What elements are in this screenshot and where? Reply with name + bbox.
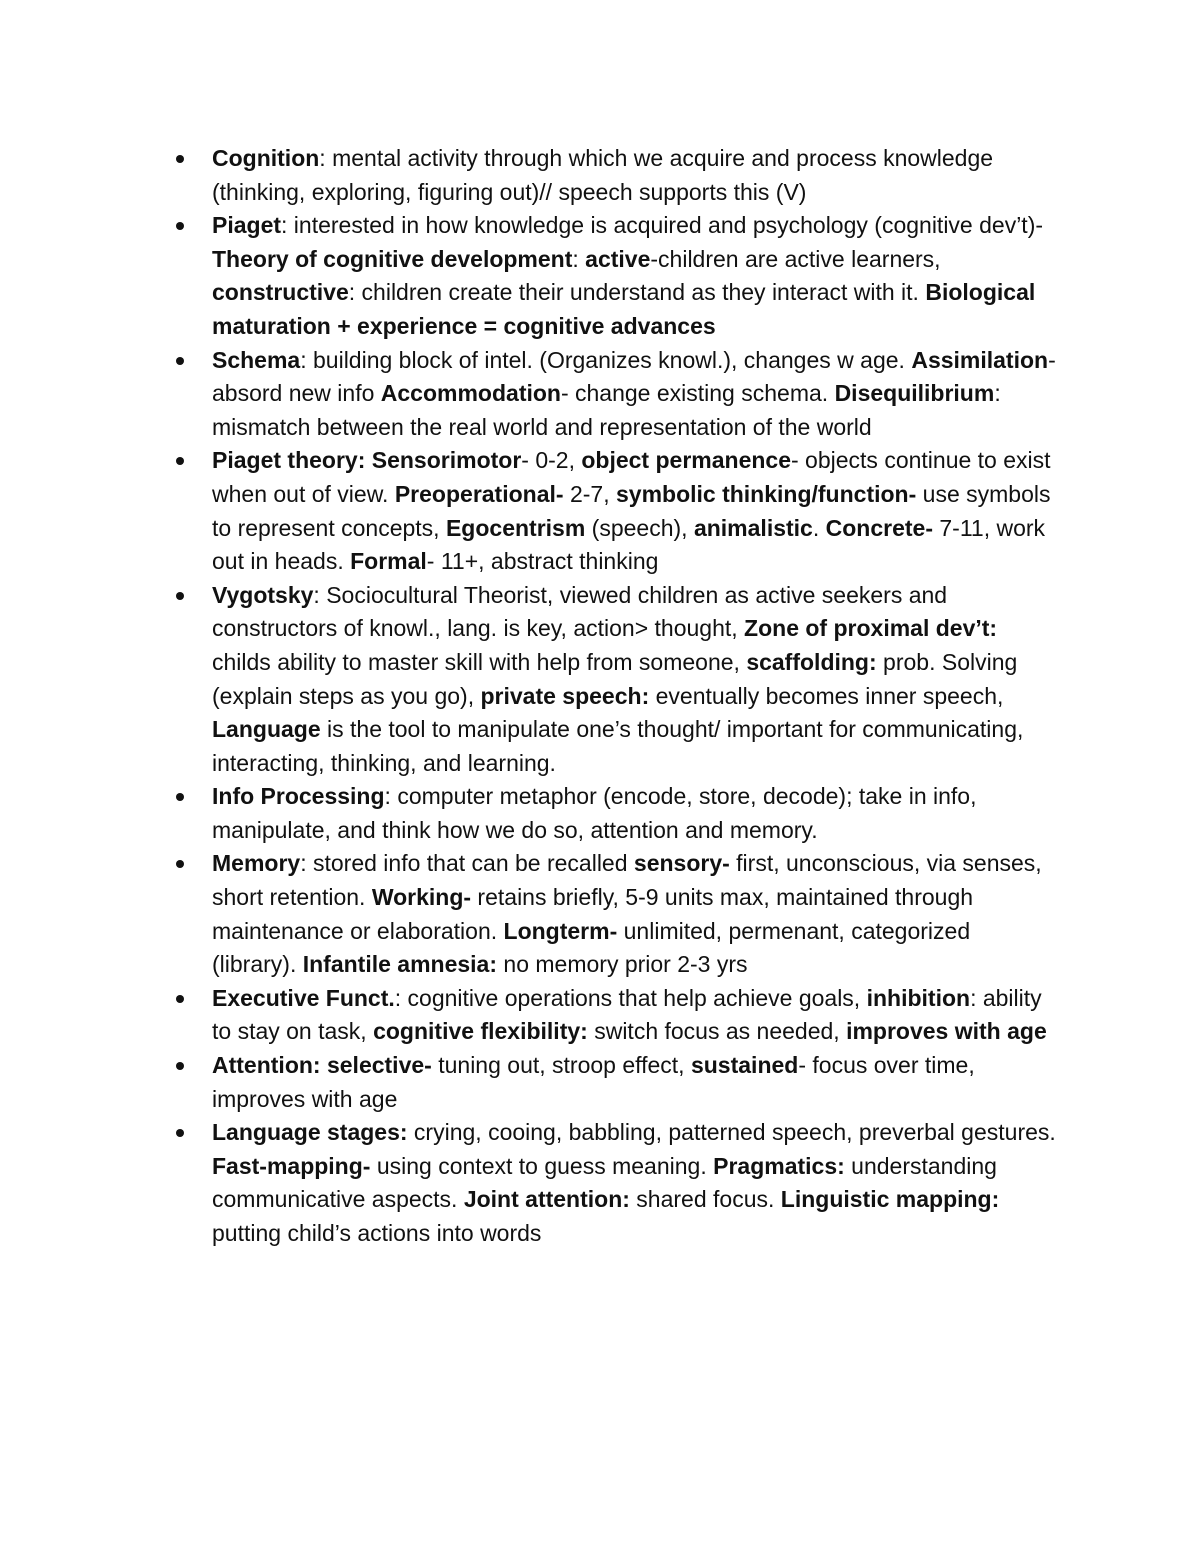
note-text	[212, 347, 1056, 440]
note-item	[170, 444, 1060, 578]
term-bold: animalistic	[693, 514, 813, 541]
note-segment: crying, cooing, babbling, patterned speech, preverbal gestures.	[407, 1119, 1056, 1146]
term-bold: Vygotsky	[212, 581, 314, 608]
term-bold: Theory of cognitive development	[212, 245, 573, 272]
note-item	[170, 1049, 1060, 1116]
term-bold: scaffolding:	[746, 648, 877, 675]
note-segment: eventually becomes inner speech,	[649, 682, 1004, 709]
term-bold: constructive	[212, 279, 349, 306]
note-segment: - 0-2,	[521, 447, 582, 474]
term-bold: symbolic thinking/function-	[615, 480, 917, 507]
term-bold: Language	[212, 716, 321, 743]
note-segment: (speech),	[585, 514, 694, 541]
note-text	[212, 582, 1023, 776]
term-bold: Language stages:	[212, 1119, 408, 1146]
note-segment: : computer metaphor (encode, store, decode); take in info, manipulate, and think how we do so, attention and memory.	[212, 783, 977, 843]
term-bold: Infantile amnesia:	[302, 951, 498, 978]
note-segment: -children are active learners,	[650, 245, 941, 272]
note-segment: using context to guess meaning.	[370, 1152, 714, 1179]
bullet-icon	[176, 457, 184, 465]
bullet-icon	[176, 995, 184, 1003]
note-item	[170, 344, 1060, 445]
note-segment: first, unconscious, via senses, short retention.	[212, 850, 1042, 911]
note-segment: tuning out, stroop effect,	[431, 1052, 691, 1079]
term-bold: Egocentrism	[445, 514, 586, 541]
term-bold: cognitive flexibility:	[373, 1018, 588, 1045]
note-text	[212, 850, 1042, 977]
note-item	[170, 982, 1060, 1049]
term-bold: Working-	[371, 884, 472, 911]
bullet-icon	[176, 793, 184, 801]
note-segment: : cognitive operations that help achieve goals,	[394, 984, 867, 1011]
bullet-icon	[176, 1129, 184, 1137]
term-bold: Longterm-	[503, 917, 618, 944]
note-segment: : building block of intel. (Organizes knowl.), changes w age.	[300, 346, 912, 373]
term-bold: Info Processing	[212, 783, 385, 810]
note-text	[212, 212, 1043, 339]
note-segment: switch focus as needed,	[587, 1018, 847, 1045]
note-item	[170, 780, 1060, 847]
note-text	[212, 783, 976, 843]
note-segment: - objects continue to exist when out of view.	[212, 447, 1051, 507]
bullet-icon	[176, 155, 184, 163]
note-segment: is the tool to manipulate one’s thought/ important for communicating, interacting, thinking, and learning.	[212, 716, 1024, 776]
note-segment: : stored info that can be recalled	[300, 850, 634, 877]
note-segment: understanding communicative aspects.	[212, 1152, 997, 1213]
term-bold: Assimilation	[911, 346, 1049, 373]
term-bold: sustained	[690, 1052, 799, 1079]
term-bold: Disequilibrium	[834, 380, 995, 407]
note-segment: - focus over time, improves with age	[212, 1052, 975, 1112]
note-segment: .	[812, 514, 826, 541]
term-bold: Cognition	[212, 145, 320, 171]
note-segment: 7-11, work out in heads.	[212, 514, 1046, 575]
note-item	[170, 847, 1060, 981]
note-segment: : children create their understand as they interact with it.	[348, 279, 926, 306]
note-text	[212, 1052, 975, 1112]
note-item	[170, 579, 1060, 781]
bullet-icon	[176, 592, 184, 600]
bullet-icon	[176, 1062, 184, 1070]
note-segment: use symbols to represent concepts,	[212, 480, 1051, 541]
note-item	[170, 1116, 1060, 1250]
note-segment: shared focus.	[629, 1186, 781, 1213]
term-bold: Memory	[212, 850, 301, 877]
term-bold: Zone of proximal dev’t:	[744, 615, 998, 642]
term-bold: Preoperational-	[394, 480, 564, 507]
note-text	[212, 145, 993, 205]
term-bold: Schema	[212, 346, 301, 373]
note-segment: unlimited, permenant, categorized (library).	[212, 917, 971, 978]
term-bold: Piaget theory: Sensorimotor	[212, 447, 522, 474]
bullet-icon	[176, 860, 184, 868]
note-text	[212, 985, 1047, 1045]
note-segment: putting child’s actions into words	[212, 1220, 542, 1246]
note-segment: - 11+, abstract thinking	[426, 548, 659, 575]
term-bold: inhibition	[866, 984, 971, 1011]
note-segment: : mismatch between the real world and representation of the world	[212, 380, 1001, 440]
term-bold: Linguistic mapping:	[780, 1186, 1000, 1213]
term-bold: Biological maturation + experience = cognitive advances	[212, 279, 1036, 339]
term-bold: private speech:	[480, 682, 650, 709]
note-text	[212, 1119, 1056, 1246]
note-segment: - absord new info	[212, 346, 1056, 407]
term-bold: object permanence	[581, 447, 791, 474]
note-segment: - change existing schema.	[560, 380, 835, 407]
term-bold: Concrete-	[825, 514, 933, 541]
bullet-icon	[176, 222, 184, 230]
note-segment: retains briefly, 5-9 units max, maintained through maintenance or elaboration.	[212, 884, 974, 944]
note-segment: : ability to stay on task,	[212, 984, 1042, 1045]
bullet-icon	[176, 357, 184, 365]
term-bold: active	[585, 245, 651, 272]
note-segment: childs ability to master skill with help from someone,	[212, 648, 747, 675]
note-segment: : interested in how knowledge is acquired and psychology (cognitive dev’t)-	[281, 212, 1044, 239]
term-bold: improves with age	[846, 1018, 1047, 1045]
note-text	[212, 447, 1051, 574]
notes-list	[170, 142, 1060, 1251]
term-bold: Joint attention:	[463, 1186, 630, 1213]
note-segment: no memory prior 2-3 yrs	[497, 951, 748, 978]
term-bold: Attention: selective-	[212, 1052, 432, 1079]
term-bold: Executive Funct.	[212, 984, 395, 1011]
note-segment: 2-7,	[563, 480, 616, 507]
note-segment: :	[572, 245, 586, 272]
term-bold: Piaget	[212, 212, 282, 239]
note-item	[170, 209, 1060, 343]
note-segment: : mental activity through which we acquire and process knowledge (thinking, exploring, figuring out)// speech supports this (V)	[212, 145, 994, 205]
note-segment: : Sociocultural Theorist, viewed children as active seekers and constructors of knowl., lang. is key, action> thought,	[212, 581, 948, 642]
term-bold: sensory-	[633, 850, 730, 877]
term-bold: Accommodation	[380, 380, 561, 407]
term-bold: Formal	[350, 548, 427, 575]
note-segment: prob. Solving (explain steps as you go),	[212, 648, 1018, 709]
term-bold: Fast-mapping-	[212, 1152, 371, 1179]
term-bold: Pragmatics:	[713, 1152, 845, 1179]
note-item	[170, 142, 1060, 209]
